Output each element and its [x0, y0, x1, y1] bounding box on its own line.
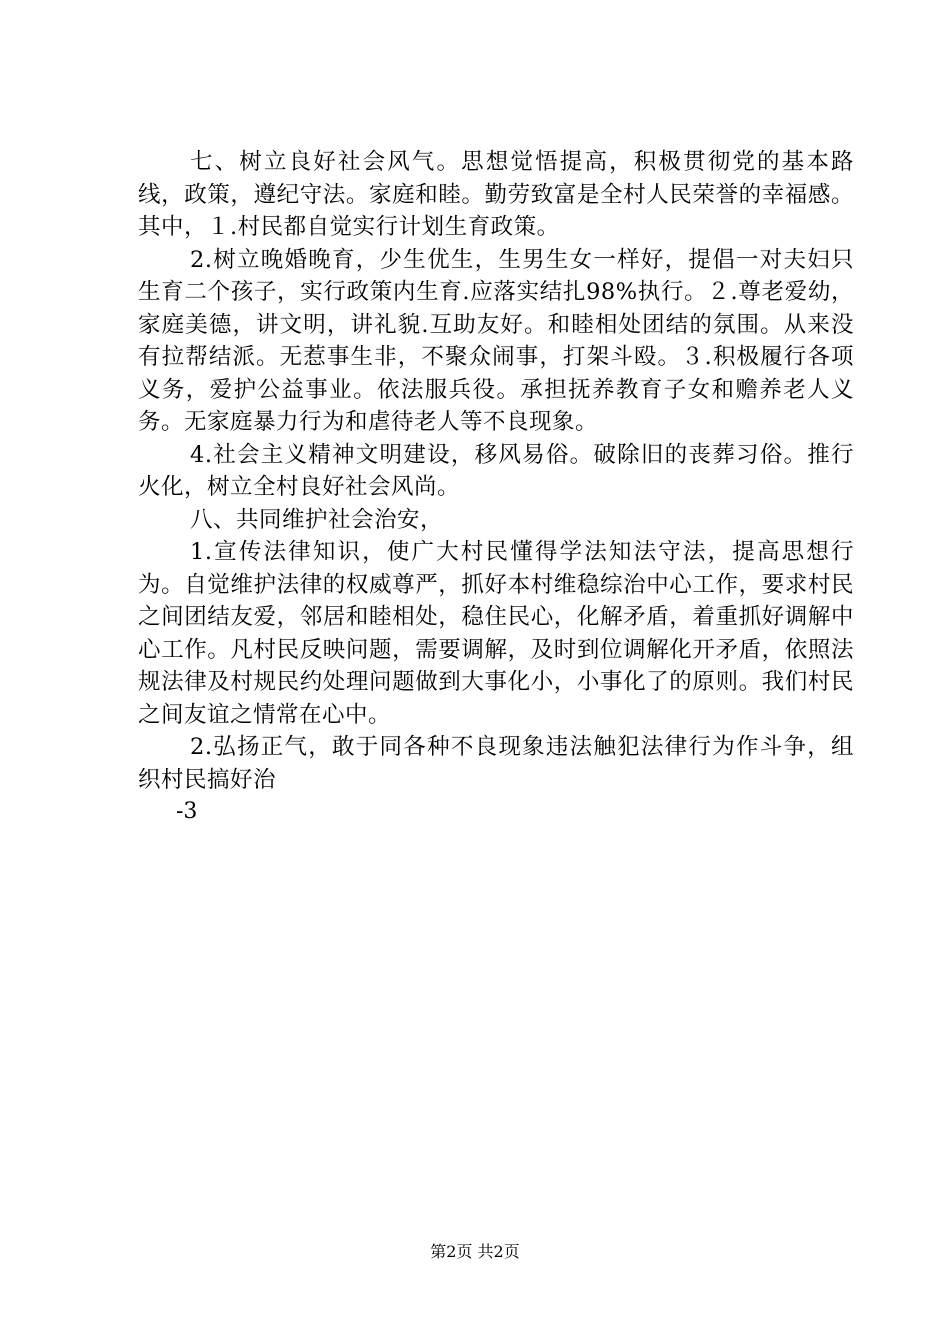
page-footer: 第2页 共2页	[430, 1242, 520, 1261]
paragraph-legal-knowledge: 1.宣传法律知识，使广大村民懂得学法知法守法，提高思想行为。自觉维护法律的权威尊严，抓好本村维稳综治中心工作，要求村民之间团结友爱，邻居和睦相处，稳住民心，化解矛盾，着重抓好调解中心工作。凡村民反映问题，需要调解，及时到位调解化开矛盾，依照法规法律及村规民约处理问题做到大事化小，小事化了的原则。我们村民之间友谊之情常在心中。	[138, 539, 854, 728]
paragraph-social-customs: 七、树立良好社会风气。思想觉悟提高，积极贯彻党的基本路线，政策，遵纪守法。家庭和睦。勤劳致富是全村人民荣誉的幸福感。其中，１.村民都自觉实行计划生育政策。	[138, 149, 854, 240]
document-body	[138, 146, 854, 829]
paragraph-uphold-justice: 2.弘扬正气，敢于同各种不良现象违法触犯法律行为作斗争，组织村民搞好治	[138, 734, 854, 793]
inline-page-number: -3	[176, 799, 198, 824]
section-heading-public-security: 八、共同维护社会治安，	[190, 506, 444, 533]
paragraph-family-planning: 2.树立晚婚晚育，少生优生，生男生女一样好，提倡一对夫妇只生育二个孩子，实行政策内生育.应落实结扎98%执行。２.尊老爱幼，家庭美德，讲文明，讲礼貌.互助友好。和睦相处团结的氛围。从来没有拉帮结派。无惹事生非，不聚众闹事，打架斗殴。３.积极履行各项义务，爱护公益事业。依法服兵役。承担抚养教育子女和赡养老人义务。无家庭暴力行为和虐待老人等不良现象。	[138, 246, 854, 435]
paragraph-spiritual-civilization: 4.社会主义精神文明建设，移风易俗。破除旧的丧葬习俗。推行火化，树立全村良好社会风尚。	[138, 441, 854, 500]
